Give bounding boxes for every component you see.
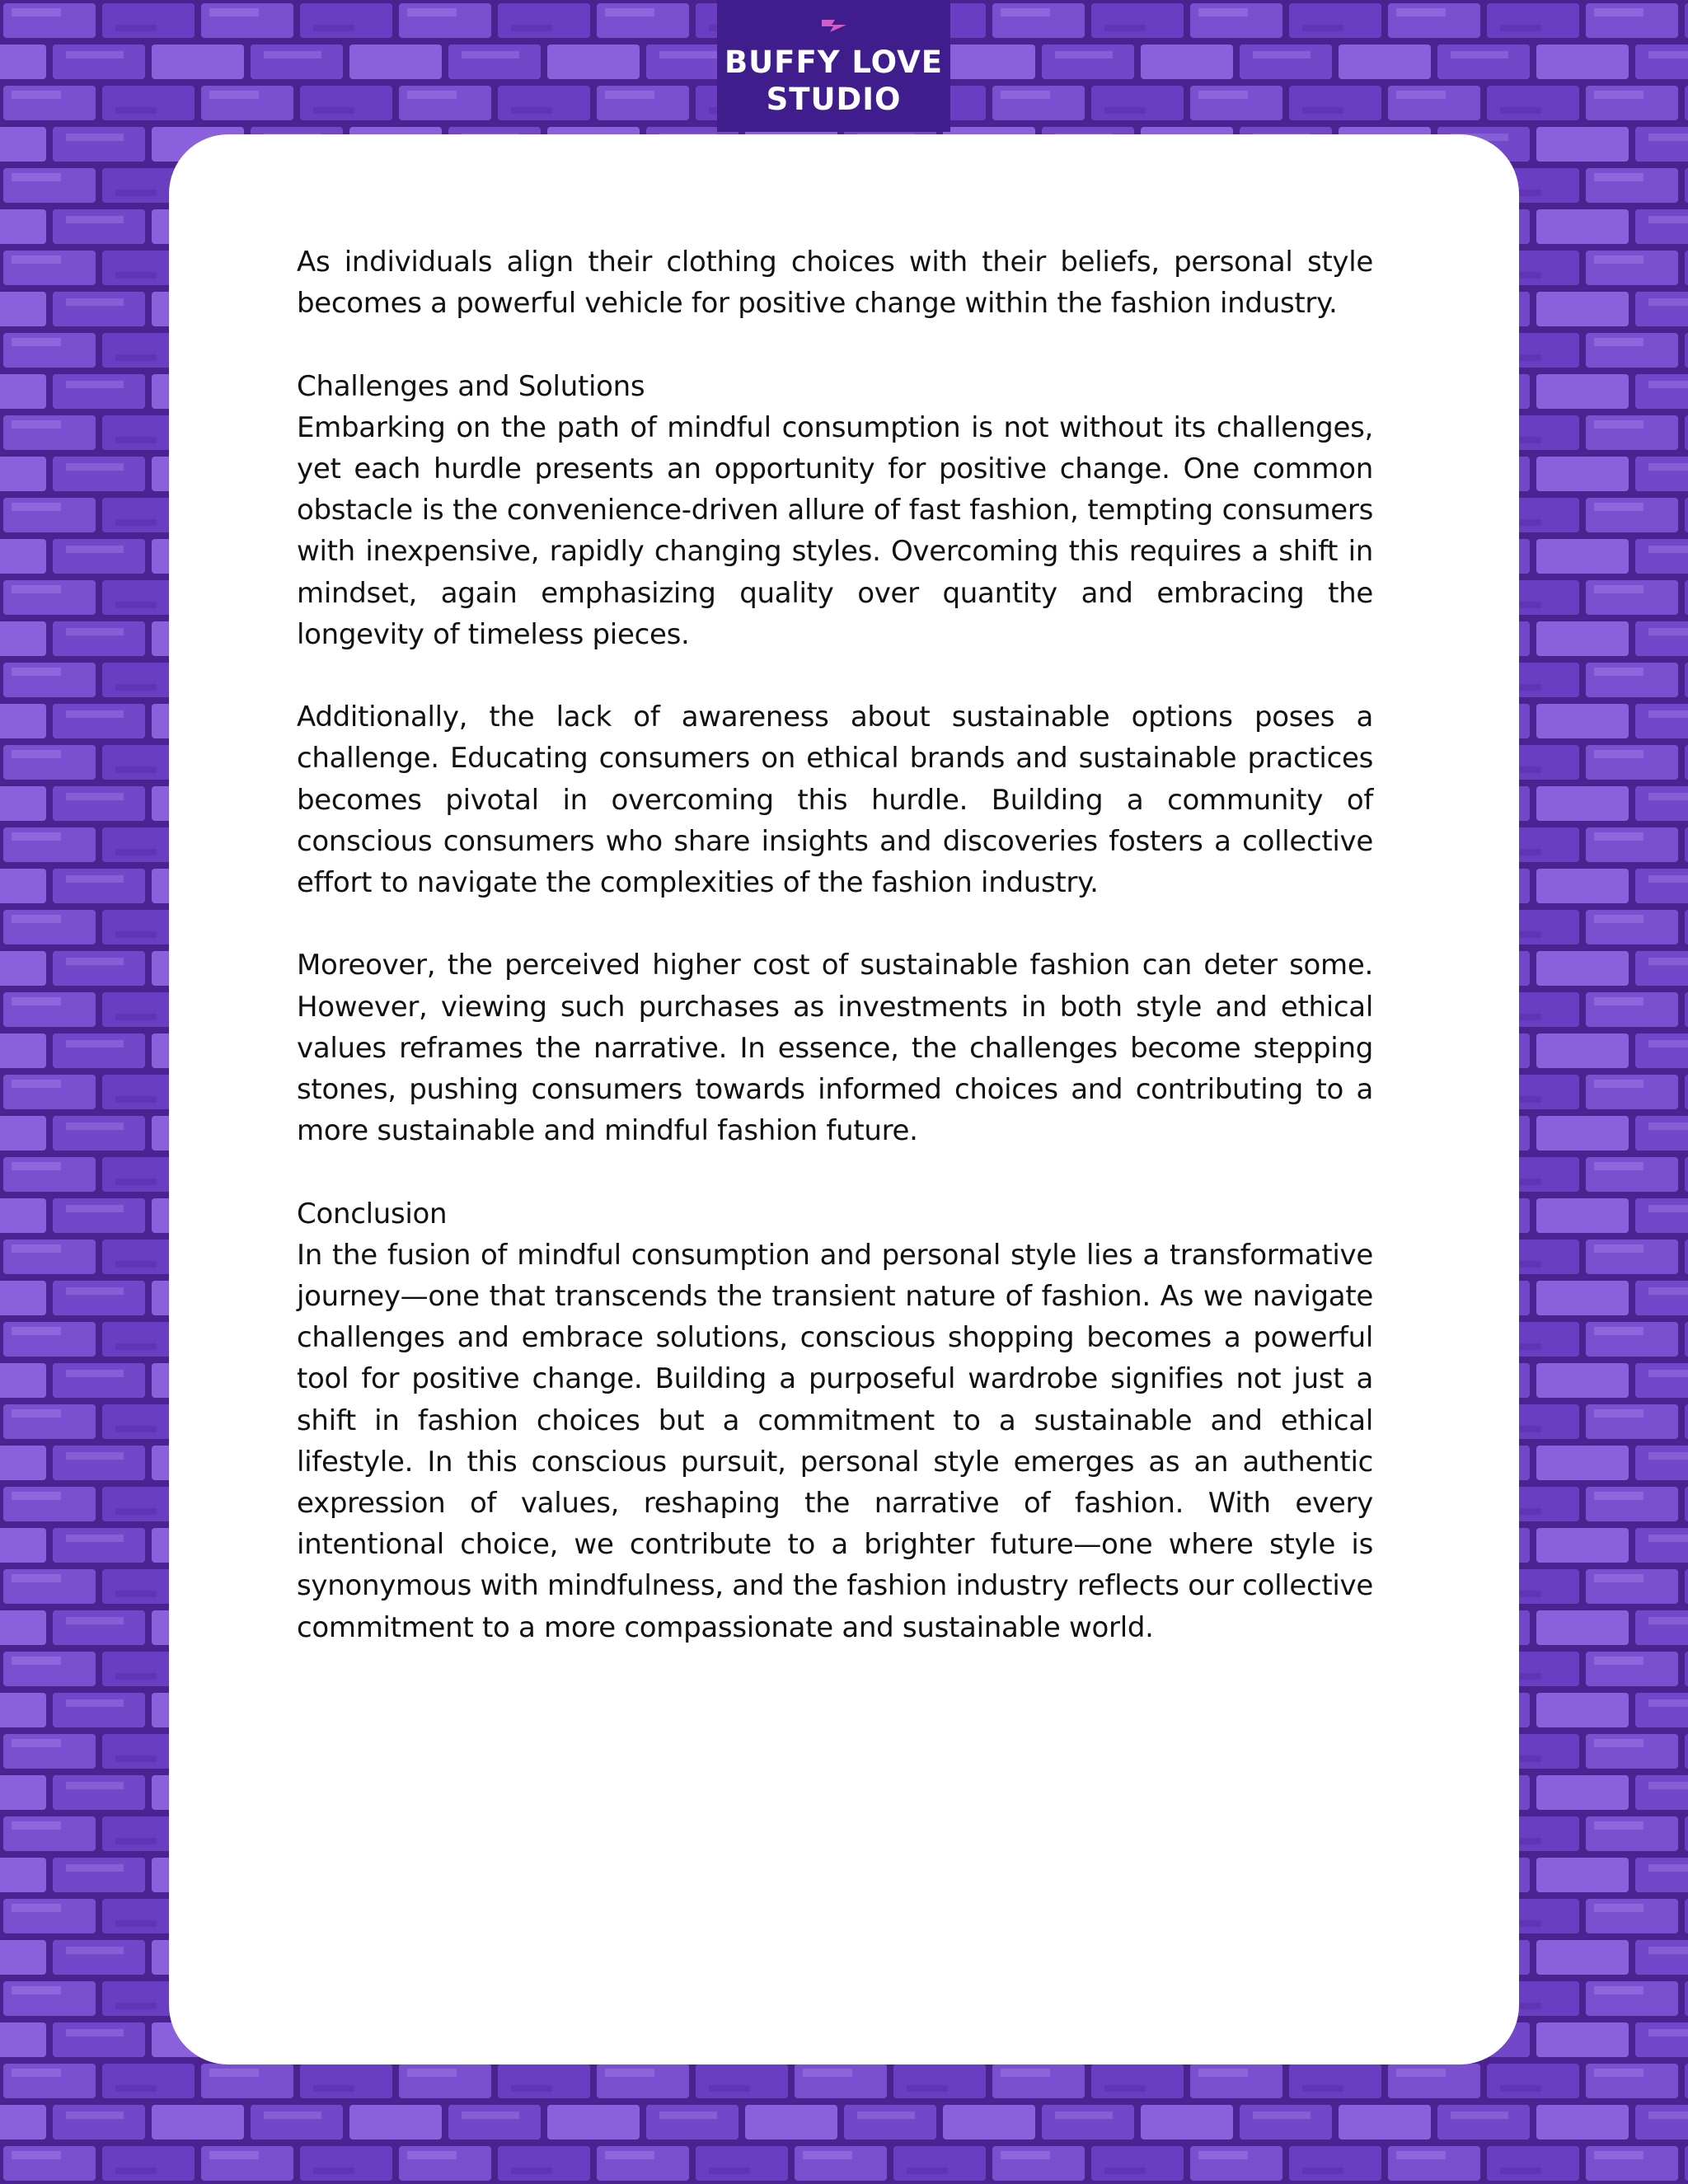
brand-logo bbox=[717, 0, 950, 132]
paragraph-conclusion: In the fusion of mindful consumption and personal style lies a transformative journey—one that transcends the transient nature of fashion. As we navigate challenges and embrace solutions, conscious shopping becomes a powerful tool for positive change. Building a purposeful wardrobe signifies not just a shift in fashion choices but a commitment to a sustainable and ethical lifestyle. In this conscious pursuit, personal style emerges as an authentic expression of values, reshaping the narrative of fashion. With every intentional choice, we contribute to a brighter future—one where style is synonymous with mindfulness, and the fashion industry reflects our collective commitment to a more compassionate and sustainable world. bbox=[297, 1238, 1373, 1644]
lightning-bolt-icon bbox=[820, 18, 848, 33]
paragraph-challenges-1: Embarking on the path of mindful consumption is not without its challenges, yet each hurdle presents an opportunity for positive change. One common obstacle is the convenience-driven allure of fast fashion, tempting consumers with inexpensive, rapidly changing styles. Overcoming this requires a shift in mindset, again emphasizing quality over quantity and embracing the longevity of timeless pieces. bbox=[297, 410, 1373, 651]
content-card bbox=[169, 134, 1519, 2064]
section-heading-challenges: Challenges and Solutions bbox=[297, 369, 645, 403]
logo-text-line2: STUDIO bbox=[766, 82, 902, 117]
paragraph-challenges-2: Additionally, the lack of awareness about sustainable options poses a challenge. Educating consumers on ethical brands and sustainable practices becomes pivotal in overcoming this hurdle. Building a community of conscious consumers who share insights and discoveries fosters a collective effort to navigate the complexities of the fashion industry. bbox=[297, 701, 1373, 900]
section-heading-conclusion: Conclusion bbox=[297, 1197, 448, 1230]
article-body bbox=[297, 241, 1373, 1690]
intro-paragraph: As individuals align their clothing choices with their beliefs, personal style becomes a powerful vehicle for positive change within the fashion industry. bbox=[297, 246, 1373, 321]
logo-text-line1: BUFFY LOVE bbox=[724, 45, 944, 80]
paragraph-challenges-3: Moreover, the perceived higher cost of sustainable fashion can deter some. However, viewing such purchases as investments in both style and ethical values reframes the narrative. In essence, the challenges become stepping stones, pushing consumers towards informed choices and contributing to a more sustainable and mindful fashion future. bbox=[297, 949, 1373, 1148]
